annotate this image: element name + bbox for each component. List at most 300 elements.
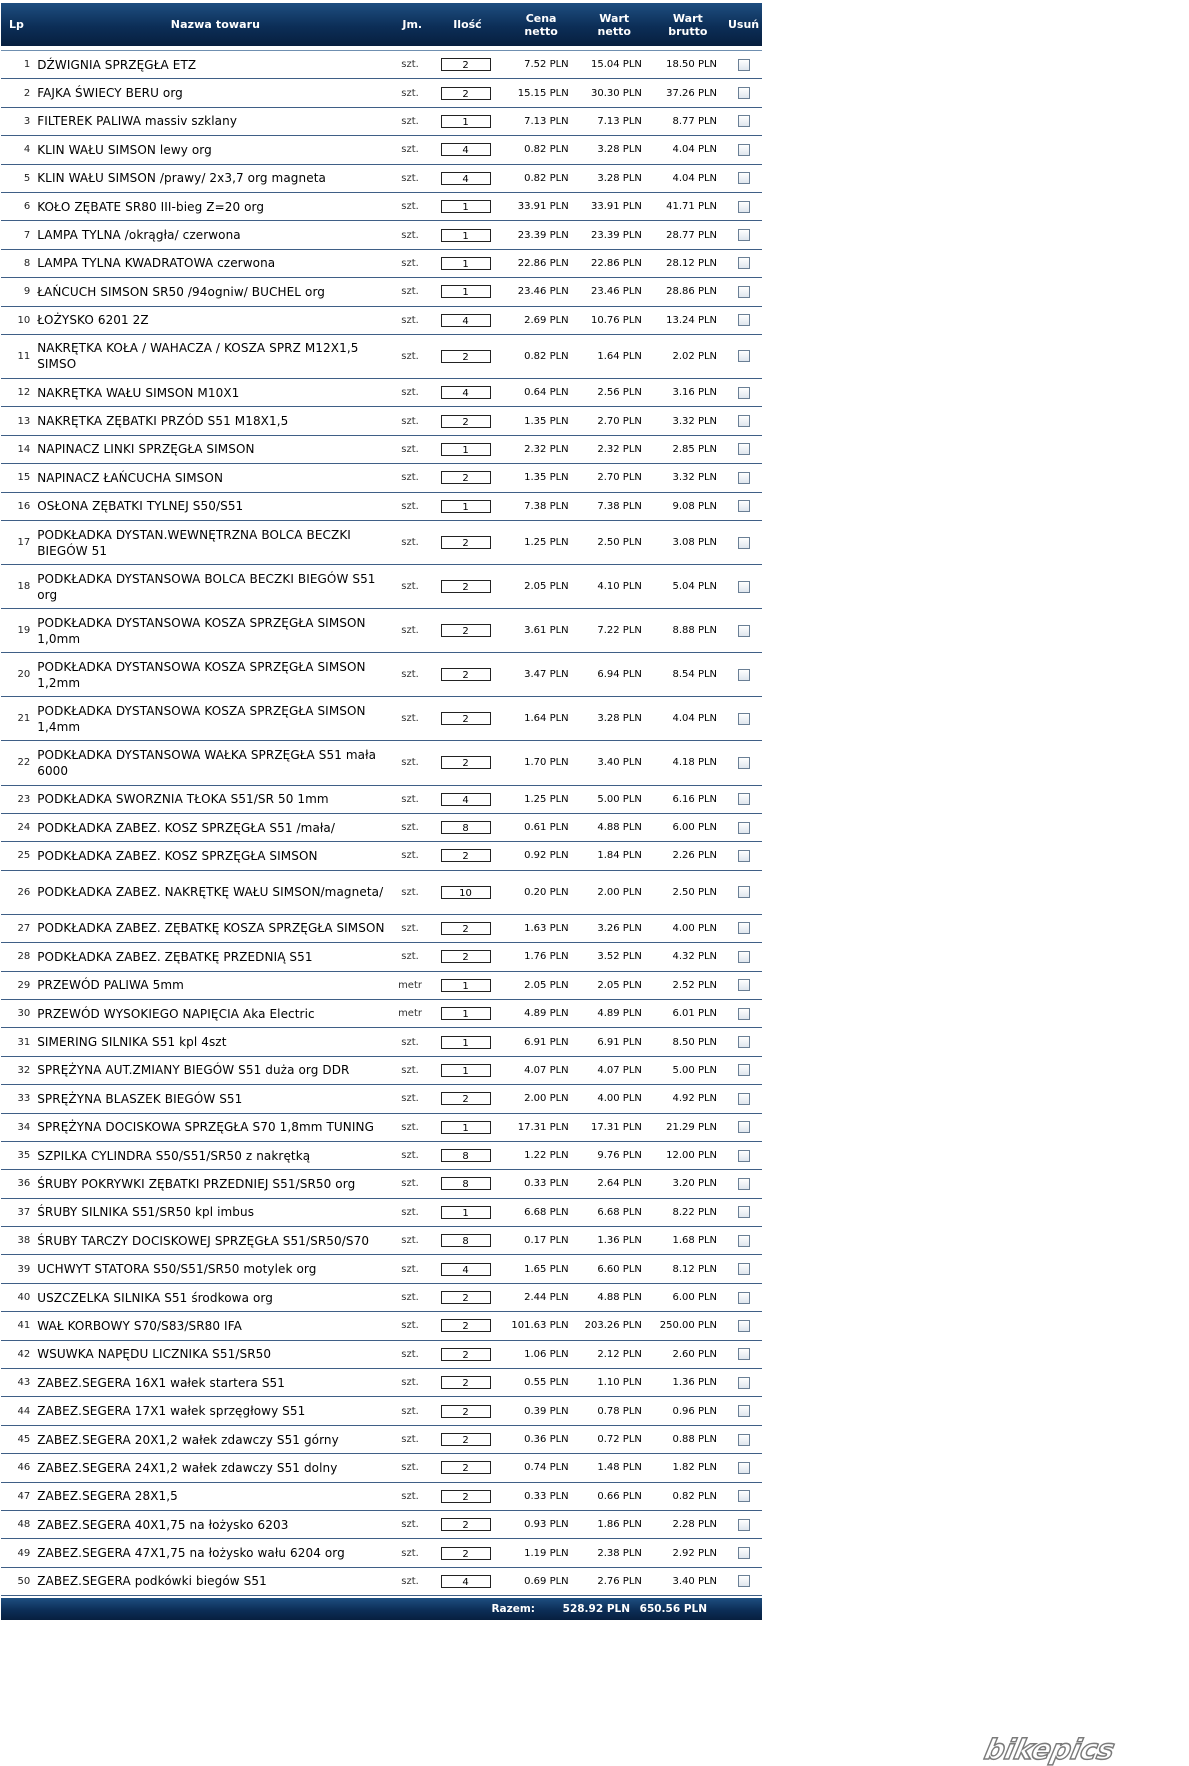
quantity-cell — [429, 1575, 503, 1588]
delete-checkbox[interactable] — [738, 1064, 750, 1076]
row-number: 32 — [17, 1064, 31, 1076]
unit: szt. — [401, 1292, 419, 1304]
gross-value: 3.08 PLN — [672, 537, 718, 548]
quantity-cell — [429, 500, 503, 513]
unit: szt. — [401, 1093, 419, 1105]
quantity-input[interactable]: 8 — [441, 1234, 491, 1247]
table-row — [1, 379, 762, 407]
quantity-input[interactable]: 2 — [441, 1376, 491, 1389]
unit-price: 0.82 PLN — [524, 350, 569, 362]
table-row — [1, 1255, 762, 1283]
quantity-input[interactable]: 2 — [441, 668, 491, 681]
quantity-input[interactable]: 1 — [441, 1064, 491, 1077]
unit: szt. — [401, 1206, 419, 1218]
unit: szt. — [401, 115, 419, 127]
unit-price: 0.82 PLN — [524, 172, 569, 184]
unit-price: 22.86 PLN — [517, 257, 569, 269]
quantity-cell — [429, 1405, 503, 1418]
delete-checkbox[interactable] — [738, 1519, 750, 1531]
product-name: PODKŁADKA DYSTANSOWA KOSZA SPRZĘGŁA SIMSON 1,4mm — [37, 703, 366, 734]
total-gross: 650.56 PLN — [639, 1603, 707, 1616]
quantity-cell — [429, 443, 503, 456]
net-value: 4.07 PLN — [597, 1064, 642, 1076]
delete-checkbox[interactable] — [738, 625, 750, 637]
table-row — [1, 786, 762, 814]
delete-cell — [725, 172, 762, 184]
product-name: USZCZELKA SILNIKA S51 środkowa org — [37, 1290, 273, 1305]
row-number: 33 — [17, 1093, 31, 1105]
table-row — [1, 915, 762, 943]
quantity-input[interactable]: 1 — [441, 1036, 491, 1049]
row-number: 42 — [17, 1348, 31, 1360]
product-name: PODKŁADKA ZABEZ. KOSZ SPRZĘGŁA S51 /mała/ — [37, 820, 336, 835]
row-number: 4 — [23, 144, 31, 156]
delete-cell — [725, 1320, 762, 1332]
quantity-input[interactable]: 10 — [441, 886, 491, 899]
unit-price: 1.25 PLN — [524, 537, 569, 548]
delete-checkbox[interactable] — [738, 1377, 750, 1389]
row-number: 6 — [23, 201, 31, 213]
gross-value: 5.04 PLN — [672, 581, 718, 593]
row-number: 13 — [17, 415, 31, 427]
unit: szt. — [401, 1235, 419, 1247]
row-number: 3 — [23, 115, 31, 127]
delete-checkbox[interactable] — [738, 822, 750, 834]
unit-price: 17.31 PLN — [517, 1121, 569, 1133]
net-value: 0.78 PLN — [597, 1405, 642, 1417]
delete-checkbox[interactable] — [738, 314, 750, 326]
quantity-input[interactable]: 2 — [441, 1092, 491, 1105]
quantity-input[interactable]: 1 — [441, 257, 491, 270]
quantity-input[interactable]: 1 — [441, 229, 491, 242]
quantity-input[interactable]: 2 — [441, 1319, 491, 1332]
delete-checkbox[interactable] — [738, 713, 750, 725]
gross-value: 8.88 PLN — [672, 625, 718, 637]
quantity-cell — [429, 257, 503, 270]
delete-checkbox[interactable] — [738, 415, 750, 427]
unit-price: 0.20 PLN — [524, 886, 569, 898]
quantity-cell — [429, 849, 503, 862]
row-number: 44 — [17, 1405, 31, 1417]
net-value: 9.76 PLN — [597, 1150, 642, 1162]
unit: szt. — [401, 1434, 419, 1445]
quantity-input[interactable]: 1 — [441, 115, 491, 128]
product-name: KLIN WAŁU SIMSON /prawy/ 2x3,7 org magneta — [37, 171, 326, 186]
table-row — [1, 741, 762, 785]
gross-value: 4.00 PLN — [672, 922, 718, 934]
quantity-cell — [429, 1149, 503, 1162]
row-number: 30 — [17, 1008, 31, 1020]
quantity-input[interactable]: 2 — [441, 58, 491, 71]
quantity-input[interactable]: 1 — [441, 1007, 491, 1020]
gross-value: 8.12 PLN — [672, 1263, 718, 1275]
unit: szt. — [401, 793, 419, 805]
unit-price: 3.61 PLN — [524, 625, 569, 637]
product-name: LAMPA TYLNA KWADRATOWA czerwona — [37, 256, 276, 271]
delete-checkbox[interactable] — [738, 537, 750, 549]
quantity-input[interactable]: 2 — [441, 536, 491, 549]
product-name: ZABEZ.SEGERA 16X1 wałek startera S51 — [37, 1375, 286, 1390]
table-row — [1, 1539, 762, 1567]
gross-value: 2.02 PLN — [672, 350, 718, 362]
delete-checkbox[interactable] — [738, 1292, 750, 1304]
delete-cell — [725, 257, 762, 269]
quantity-input[interactable]: 1 — [441, 979, 491, 992]
quantity-input[interactable]: 2 — [441, 1518, 491, 1531]
quantity-input[interactable]: 8 — [441, 1177, 491, 1190]
net-value: 6.68 PLN — [597, 1206, 642, 1218]
delete-cell — [725, 443, 762, 455]
unit-price: 2.05 PLN — [524, 581, 569, 593]
quantity-cell — [429, 200, 503, 213]
row-number: 21 — [17, 713, 31, 725]
header-lp: Lp — [9, 18, 24, 31]
unit-price: 0.55 PLN — [524, 1377, 569, 1389]
quantity-input[interactable]: 2 — [441, 950, 491, 963]
product-name: NAKRĘTKA WAŁU SIMSON M10X1 — [37, 385, 240, 400]
delete-checkbox[interactable] — [738, 1405, 750, 1417]
delete-checkbox[interactable] — [738, 581, 750, 593]
gross-value: 28.86 PLN — [666, 286, 718, 298]
net-value: 4.89 PLN — [597, 1008, 642, 1020]
quantity-input[interactable]: 2 — [441, 1348, 491, 1361]
product-name: ŚRUBY SILNIKA S51/SR50 kpl imbus — [37, 1205, 255, 1220]
unit-price: 1.64 PLN — [524, 713, 569, 725]
row-number: 34 — [17, 1121, 31, 1133]
unit-price: 1.35 PLN — [524, 415, 569, 427]
quantity-input[interactable]: 2 — [441, 712, 491, 725]
unit-price: 1.25 PLN — [524, 793, 569, 805]
delete-cell — [725, 115, 762, 127]
delete-checkbox[interactable] — [738, 1178, 750, 1190]
gross-value: 4.04 PLN — [672, 144, 718, 156]
delete-checkbox[interactable] — [738, 979, 750, 991]
product-name: ZABEZ.SEGERA 28X1,5 — [37, 1489, 178, 1504]
quantity-input[interactable]: 2 — [441, 1547, 491, 1560]
quantity-input[interactable]: 1 — [441, 1121, 491, 1134]
product-name: SIMERING SILNIKA S51 kpl 4szt — [37, 1035, 227, 1050]
quantity-input[interactable]: 4 — [441, 1263, 491, 1276]
gross-value: 2.26 PLN — [672, 850, 718, 862]
unit: szt. — [401, 144, 419, 156]
unit-price: 15.15 PLN — [517, 87, 569, 99]
quantity-input[interactable]: 8 — [441, 1149, 491, 1162]
delete-checkbox[interactable] — [738, 793, 750, 805]
quantity-cell — [429, 1461, 503, 1474]
header-unit: Jm. — [402, 18, 423, 31]
delete-cell — [725, 1064, 762, 1076]
product-name: ŚRUBY POKRYWKI ZĘBATKI PRZEDNIEJ S51/SR50 org — [37, 1176, 356, 1191]
gross-value: 250.00 PLN — [659, 1320, 718, 1332]
unit-price: 0.82 PLN — [524, 144, 569, 156]
product-name: SPRĘŻYNA AUT.ZMIANY BIEGÓW S51 duża org DDR — [37, 1063, 350, 1078]
gross-value: 0.88 PLN — [672, 1434, 718, 1445]
quantity-input[interactable]: 4 — [441, 1575, 491, 1588]
quantity-input[interactable]: 2 — [441, 415, 491, 428]
delete-checkbox[interactable] — [738, 144, 750, 156]
product-name: PODKŁADKA ZABEZ. NAKRĘTKĘ WAŁU SIMSON/magneta/ — [37, 885, 384, 900]
delete-checkbox[interactable] — [738, 1462, 750, 1474]
delete-checkbox[interactable] — [738, 886, 750, 898]
quantity-cell — [429, 1064, 503, 1077]
table-row — [1, 609, 762, 653]
unit-price: 1.19 PLN — [524, 1547, 569, 1559]
delete-checkbox[interactable] — [738, 1008, 750, 1020]
net-value: 1.36 PLN — [597, 1235, 642, 1247]
delete-cell — [725, 144, 762, 156]
quantity-cell — [429, 1348, 503, 1361]
delete-checkbox[interactable] — [738, 115, 750, 127]
delete-cell — [725, 1036, 762, 1048]
table-row — [1, 521, 762, 565]
row-number: 22 — [17, 757, 31, 769]
delete-cell — [725, 415, 762, 427]
quantity-input[interactable]: 2 — [441, 471, 491, 484]
delete-checkbox[interactable] — [738, 387, 750, 399]
product-name: ZABEZ.SEGERA 24X1,2 wałek zdawczy S51 dolny — [37, 1460, 338, 1475]
delete-checkbox[interactable] — [738, 850, 750, 862]
gross-value: 4.18 PLN — [672, 757, 718, 769]
quantity-input[interactable]: 1 — [441, 500, 491, 513]
delete-checkbox[interactable] — [738, 1263, 750, 1275]
gross-value: 4.92 PLN — [672, 1093, 718, 1105]
delete-cell — [725, 201, 762, 213]
unit-price: 0.33 PLN — [524, 1178, 569, 1190]
row-number: 9 — [23, 286, 31, 298]
quantity-cell — [429, 115, 503, 128]
net-value: 23.39 PLN — [590, 229, 642, 241]
gross-value: 4.04 PLN — [672, 713, 718, 725]
delete-cell — [725, 1263, 762, 1275]
unit-price: 6.68 PLN — [524, 1206, 569, 1218]
row-number: 50 — [17, 1575, 31, 1587]
gross-value: 5.00 PLN — [672, 1064, 718, 1076]
gross-value: 9.08 PLN — [672, 500, 718, 512]
net-value: 10.76 PLN — [590, 314, 642, 326]
net-value: 3.28 PLN — [597, 172, 642, 184]
delete-checkbox[interactable] — [738, 1320, 750, 1332]
quantity-cell — [429, 471, 503, 484]
delete-checkbox[interactable] — [738, 59, 750, 71]
table-row — [1, 1284, 762, 1312]
row-number: 46 — [17, 1462, 31, 1474]
gross-value: 8.77 PLN — [672, 115, 718, 127]
delete-checkbox[interactable] — [738, 951, 750, 963]
quantity-cell — [429, 350, 503, 363]
table-row — [1, 943, 762, 971]
net-value: 2.05 PLN — [597, 979, 642, 991]
quantity-cell — [429, 87, 503, 100]
quantity-cell — [429, 756, 503, 769]
unit: szt. — [401, 229, 419, 241]
product-name: PODKŁADKA DYSTANSOWA KOSZA SPRZĘGŁA SIMSON 1,0mm — [37, 615, 366, 646]
delete-checkbox[interactable] — [738, 1206, 750, 1218]
delete-checkbox[interactable] — [738, 500, 750, 512]
net-value: 5.00 PLN — [597, 793, 642, 805]
row-number: 45 — [17, 1434, 31, 1445]
unit: szt. — [401, 1490, 419, 1502]
quantity-input[interactable]: 2 — [441, 350, 491, 363]
unit: szt. — [401, 87, 419, 99]
unit-price: 1.35 PLN — [524, 472, 569, 484]
delete-checkbox[interactable] — [738, 286, 750, 298]
table-row — [1, 1114, 762, 1142]
delete-checkbox[interactable] — [738, 669, 750, 681]
product-name: PODKŁADKA ZABEZ. ZĘBATKĘ PRZEDNIĄ S51 — [37, 949, 313, 964]
gross-value: 2.28 PLN — [672, 1519, 718, 1531]
delete-checkbox[interactable] — [738, 1121, 750, 1133]
gross-value: 8.50 PLN — [672, 1036, 718, 1048]
delete-checkbox[interactable] — [738, 350, 750, 362]
net-value: 1.86 PLN — [597, 1519, 642, 1531]
delete-checkbox[interactable] — [738, 172, 750, 184]
delete-checkbox[interactable] — [738, 1093, 750, 1105]
delete-checkbox[interactable] — [738, 1547, 750, 1559]
table-row — [1, 278, 762, 306]
table-row — [1, 307, 762, 335]
unit: szt. — [401, 314, 419, 326]
row-number: 26 — [17, 886, 31, 898]
unit-price: 7.52 PLN — [524, 59, 569, 71]
delete-cell — [725, 1093, 762, 1105]
quantity-input[interactable]: 1 — [441, 1206, 491, 1219]
unit: szt. — [401, 537, 419, 548]
quantity-input[interactable]: 4 — [441, 172, 491, 185]
net-value: 4.10 PLN — [597, 581, 642, 593]
delete-checkbox[interactable] — [738, 443, 750, 455]
quantity-cell — [429, 172, 503, 185]
row-number: 29 — [17, 979, 31, 991]
net-value: 0.66 PLN — [597, 1490, 642, 1502]
gross-value: 6.00 PLN — [672, 1292, 718, 1304]
product-name: NAKRĘTKA KOŁA / WAHACZA / KOSZA SPRZ M12X1,5 SIMSO — [37, 341, 359, 372]
row-number: 41 — [17, 1320, 31, 1332]
quantity-input[interactable]: 1 — [441, 200, 491, 213]
quantity-cell — [429, 922, 503, 935]
delete-cell — [725, 669, 762, 681]
net-value: 3.28 PLN — [597, 713, 642, 725]
quantity-input[interactable]: 2 — [441, 580, 491, 593]
unit-price: 3.47 PLN — [524, 669, 569, 681]
row-number: 24 — [17, 822, 31, 834]
quantity-input[interactable]: 1 — [441, 285, 491, 298]
delete-checkbox[interactable] — [738, 1575, 750, 1587]
delete-checkbox[interactable] — [738, 1036, 750, 1048]
table-row — [1, 79, 762, 107]
net-value: 33.91 PLN — [590, 201, 642, 213]
net-value: 3.28 PLN — [597, 144, 642, 156]
delete-cell — [725, 1348, 762, 1360]
delete-checkbox[interactable] — [738, 87, 750, 99]
product-name: KOŁO ZĘBATE SR80 III-bieg Z=20 org — [37, 199, 265, 214]
delete-checkbox[interactable] — [738, 472, 750, 484]
product-name: PODKŁADKA ZABEZ. ZĘBATKĘ KOSZA SPRZĘGŁA SIMSON — [37, 921, 385, 936]
product-name: PODKŁADKA DYSTANSOWA KOSZA SPRZĘGŁA SIMSON 1,2mm — [37, 659, 366, 690]
delete-checkbox[interactable] — [738, 922, 750, 934]
delete-cell — [725, 314, 762, 326]
quantity-input[interactable]: 2 — [441, 1405, 491, 1418]
quantity-input[interactable]: 4 — [441, 314, 491, 327]
header-gross-value-l1: Wart — [672, 11, 703, 25]
gross-value: 2.60 PLN — [672, 1348, 718, 1360]
quantity-cell — [429, 712, 503, 725]
quantity-input[interactable]: 2 — [441, 922, 491, 935]
header-unit-price-l2: netto — [524, 24, 558, 38]
table-row — [1, 1511, 762, 1539]
header-gross-value — [651, 12, 726, 38]
quantity-input[interactable]: 2 — [441, 624, 491, 637]
quantity-cell — [429, 886, 503, 899]
unit: szt. — [401, 387, 419, 399]
net-value: 3.40 PLN — [597, 757, 642, 769]
unit-price: 101.63 PLN — [511, 1320, 569, 1332]
unit-price: 1.70 PLN — [524, 757, 569, 769]
quantity-input[interactable]: 2 — [441, 1461, 491, 1474]
delete-checkbox[interactable] — [738, 229, 750, 241]
row-number: 18 — [17, 581, 31, 593]
gross-value: 1.82 PLN — [672, 1462, 718, 1474]
quantity-input[interactable]: 2 — [441, 1490, 491, 1503]
table-row — [1, 335, 762, 379]
delete-checkbox[interactable] — [738, 201, 750, 213]
unit-price: 4.07 PLN — [524, 1064, 569, 1076]
unit-price: 0.69 PLN — [524, 1575, 569, 1587]
table-row — [1, 1057, 762, 1085]
quantity-input[interactable]: 2 — [441, 849, 491, 862]
quantity-input[interactable]: 2 — [441, 87, 491, 100]
unit: szt. — [401, 1263, 419, 1275]
table-row — [1, 1142, 762, 1170]
gross-value: 28.12 PLN — [666, 257, 718, 269]
delete-checkbox[interactable] — [738, 1348, 750, 1360]
product-name: NAPINACZ ŁAŃCUCHA SIMSON — [37, 470, 224, 485]
quantity-cell — [429, 143, 503, 156]
net-value: 7.22 PLN — [597, 625, 642, 637]
row-number: 15 — [17, 472, 31, 484]
quantity-cell — [429, 1177, 503, 1190]
delete-checkbox[interactable] — [738, 1490, 750, 1502]
quantity-input[interactable]: 2 — [441, 756, 491, 769]
delete-checkbox[interactable] — [738, 1150, 750, 1162]
gross-value: 37.26 PLN — [666, 87, 718, 99]
header-net-value-l1: Wart — [599, 11, 630, 25]
table-row — [1, 136, 762, 164]
gross-value: 18.50 PLN — [666, 59, 718, 71]
quantity-cell — [429, 314, 503, 327]
delete-checkbox[interactable] — [738, 757, 750, 769]
quantity-input[interactable]: 4 — [441, 143, 491, 156]
product-name: ZABEZ.SEGERA 47X1,75 na łożysko wału 6204 org — [37, 1546, 345, 1561]
net-value: 2.32 PLN — [597, 443, 642, 455]
quantity-input[interactable]: 4 — [441, 386, 491, 399]
table-row — [1, 1483, 762, 1511]
delete-cell — [725, 1150, 762, 1162]
quantity-input[interactable]: 2 — [441, 1291, 491, 1304]
unit: szt. — [401, 443, 419, 455]
quantity-input[interactable]: 4 — [441, 793, 491, 806]
table-row — [1, 814, 762, 842]
quantity-input[interactable]: 2 — [441, 1433, 491, 1446]
quantity-input[interactable]: 8 — [441, 821, 491, 834]
delete-checkbox[interactable] — [738, 257, 750, 269]
quantity-input[interactable]: 1 — [441, 443, 491, 456]
delete-cell — [725, 625, 762, 637]
cart-table — [1, 3, 762, 1620]
row-number: 20 — [17, 669, 31, 681]
delete-checkbox[interactable] — [738, 1434, 750, 1446]
net-value: 30.30 PLN — [590, 87, 642, 99]
delete-checkbox[interactable] — [738, 1235, 750, 1247]
